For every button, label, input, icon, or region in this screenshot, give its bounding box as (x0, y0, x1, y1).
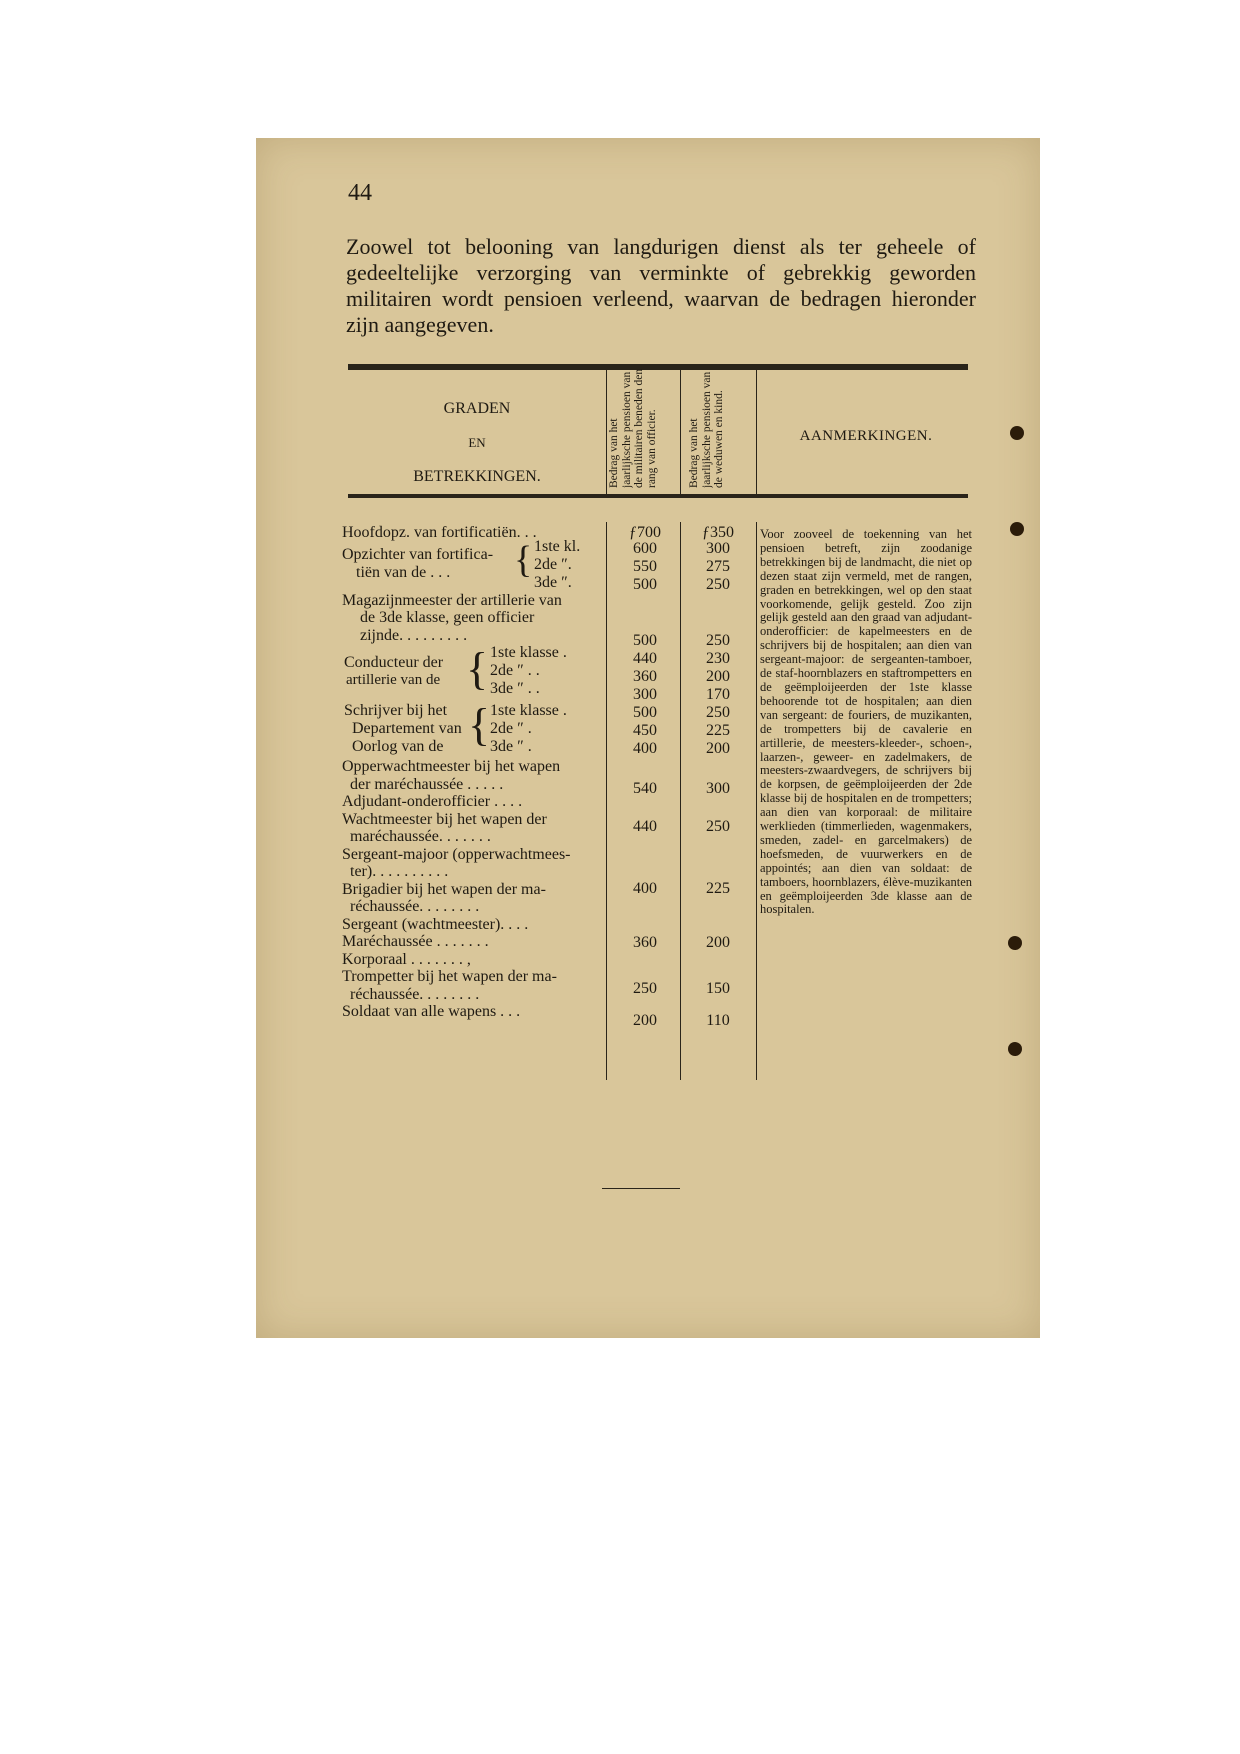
grade-row: artillerie van de (346, 672, 441, 688)
column-divider (606, 370, 607, 494)
header-col-a: Bedrag van het jaarlijksche pensioen van de militairen beneden den rang van officier. (608, 368, 658, 488)
column-divider (606, 522, 607, 1080)
value-col-a: 400 (633, 740, 657, 757)
binding-hole (1008, 936, 1022, 950)
grade-row: de 3de klasse, geen officier (360, 609, 535, 626)
intro-paragraph: Zoowel tot belooning van langdurigen dienst als ter geheele of gedeeltelijke verzorging van verminkte of gebrekkig geworden militairen wordt pensioen verleend, waarvan de bedragen hieronder zijn aangegeven. (346, 234, 976, 337)
grade-row: 1ste kl. (534, 537, 581, 555)
grade-row: Departement van (352, 720, 462, 737)
grade-row: 2de ″. (534, 555, 572, 573)
grade-row: tiën van de . . . (356, 563, 451, 581)
value-col-a: 540 (633, 780, 657, 797)
value-col-b: 225 (706, 722, 730, 739)
value-col-b: 225 (706, 880, 730, 897)
grade-row: Korporaal . . . . . . . , (342, 950, 471, 968)
grade-row: Wachtmeester bij het wapen der (342, 810, 547, 828)
grade-row: Maréchaussée . . . . . . . (342, 933, 489, 950)
value-col-a: 500 (633, 704, 657, 721)
value-col-b: 275 (706, 558, 730, 575)
header-remarks: AANMERKINGEN. (799, 428, 933, 444)
value-col-b: ƒ350 (702, 524, 734, 541)
value-col-b: 170 (706, 686, 730, 703)
grades-column (342, 524, 600, 1021)
value-col-b: 250 (706, 576, 730, 593)
grade-row: Oorlog van de (352, 738, 444, 755)
grade-row: réchaussée. . . . . . . . (350, 985, 480, 1003)
header-grades-line1: GRADEN (443, 400, 511, 417)
grade-row: Schrijver bij het (344, 702, 448, 719)
remarks-text: Voor zooveel de toekenning van het pensioen betreft, zijn zoodanige betrekkingen bij de landmacht, die niet op dezen staat zijn vermeld, met de rangen, graden en betrekkingen, wel op den staat voorkomende, gelijk gesteld. Zoo zijn gelijk gesteld aan den graad van adjudant-onderofficier: de kapelmeesters en de schrijvers bij de hospitalen; aan dien van sergeant-majoor: de sergeanten-tamboer, de staf-hoornblazers en staftrompetters en de geëmploijeerden der 1ste klasse behoorende tot de hospitalen; aan dien van sergeant: de fouriers, de muzikanten, de trompetters bij de cavalerie en artillerie, de meesters-kleeder-, schoen-, laarzen-, geweer- en zadelmakers, de meesters-zwaardvegers, de schrijvers bij de korpsen, de geëmploijeerden der 2de klasse bij de hospitalen en de trompetters; aan dien van korporaal: de militaire werklieden (timmerlieden, wagenmakers, smeden, zadel- en garcelmakers) de hoefsmeden, de vuurwerkers en de appointés; aan dien van soldaat: de tamboers, hoornblazers, élève-muzikanten en geëmploijeerden 3de klasse aan de hospitalen. (760, 527, 972, 917)
grade-row: Adjudant-onderofficier . . . . (342, 793, 523, 810)
grade-row: Hoofdopz. van fortificatiën. . . (342, 524, 537, 541)
grade-row: 2de ″ . . (490, 662, 540, 679)
document-page (256, 138, 1040, 1338)
header-grades-line3: BETREKKINGEN. (413, 468, 541, 485)
binding-hole (1010, 426, 1024, 440)
header-grades-line2: EN (468, 435, 486, 450)
value-col-a: 200 (633, 1012, 657, 1029)
table-header-rule (348, 494, 968, 498)
grade-row: ter). . . . . . . . . . (350, 863, 449, 880)
header-grades (348, 392, 606, 494)
grade-row: Soldaat van alle wapens . . . (342, 1003, 521, 1020)
grade-row: 3de ″ . (490, 738, 532, 755)
grade-row: 3de ″. (534, 573, 572, 591)
grade-row: 1ste klasse . (490, 702, 567, 719)
column-divider (756, 370, 757, 494)
grade-row: Conducteur der (344, 654, 444, 671)
grade-row: Trompetter bij het wapen der ma- (342, 968, 557, 985)
value-col-a: 600 (633, 540, 657, 557)
value-col-b: 110 (706, 1012, 730, 1029)
header-col-b: Bedrag van het jaarlijksche pensioen van de weduwen en kind. (688, 371, 725, 488)
value-col-a: 250 (633, 980, 657, 997)
value-col-a: 300 (633, 686, 657, 703)
grade-row: 3de ″ . . (490, 680, 540, 697)
grade-row: Sergeant (wachtmeester). . . . (342, 915, 529, 933)
end-rule (602, 1188, 680, 1189)
grade-row: réchaussée. . . . . . . . (350, 898, 480, 915)
value-col-a: 500 (633, 632, 657, 649)
grade-row (342, 699, 600, 756)
value-col-a: 450 (633, 722, 657, 739)
value-col-b: 230 (706, 650, 730, 667)
grade-row: zijnde. . . . . . . . . (360, 626, 468, 644)
grade-row: 1ste klasse . (490, 644, 567, 661)
value-col-a: 440 (633, 650, 657, 667)
value-col-b: 250 (706, 818, 730, 835)
grade-row: maréchaussée. . . . . . . (350, 828, 491, 845)
value-col-a: 550 (633, 558, 657, 575)
value-col-a: 440 (633, 818, 657, 835)
grade-row (342, 644, 600, 698)
grade-row: Sergeant-majoor (opperwachtmees- (342, 845, 571, 863)
brace-icon: { (468, 699, 491, 750)
brace-icon: { (514, 538, 533, 581)
value-col-b: 200 (706, 740, 730, 757)
value-col-b: 300 (706, 540, 730, 557)
value-col-a: 500 (633, 576, 657, 593)
value-col-b: 200 (706, 934, 730, 951)
brace-icon: { (466, 643, 489, 694)
column-divider (756, 522, 757, 1080)
grade-row: der maréchaussée . . . . . (350, 775, 504, 793)
page-number: 44 (348, 180, 372, 206)
value-col-a: 360 (633, 934, 657, 951)
grade-row: Magazijnmeester der artillerie van (342, 591, 562, 609)
column-divider (680, 522, 681, 1080)
value-col-a: 360 (633, 668, 657, 685)
binding-hole (1010, 522, 1024, 536)
grade-row: Opzichter van fortifica- (342, 545, 494, 563)
value-col-a: ƒ700 (629, 524, 661, 541)
grade-row: 2de ″ . (490, 720, 532, 737)
grade-row: Brigadier bij het wapen der ma- (342, 880, 546, 898)
value-col-b: 200 (706, 668, 730, 685)
value-col-b: 250 (706, 704, 730, 721)
value-col-a: 400 (633, 880, 657, 897)
grade-row: Opperwachtmeester bij het wapen (342, 758, 561, 775)
column-divider (680, 370, 681, 494)
binding-hole (1008, 1042, 1022, 1056)
value-col-b: 150 (706, 980, 730, 997)
value-col-b: 250 (706, 632, 730, 649)
grade-row (342, 537, 600, 591)
value-col-b: 300 (706, 780, 730, 797)
